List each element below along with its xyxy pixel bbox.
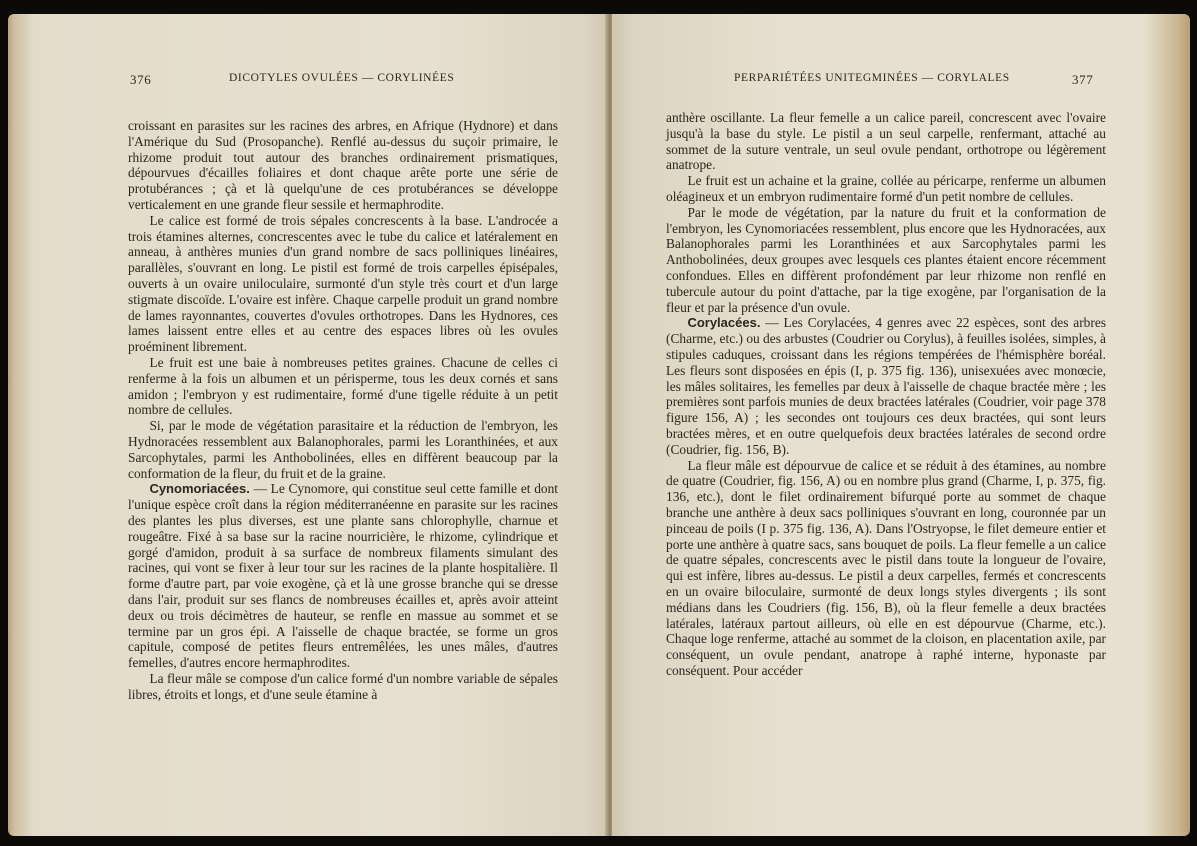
paragraph-text: — Les Corylacées, 4 genres avec 22 espèces, sont des arbres (Charme, etc.) ou des arbustes (Coudrier ou Corylus), à feuilles isolées, simples, à stipules caduques, croissant dans les régions tempérées de l'hémisphère boréal. Les fleurs sont disposées en épis (I, p. 375 fig. 136), unisexuées avec monœcie, les mâles solitaires, les femelles par deux à l'aisselle de chaque bractée mère ; les premières sont parfois munies de deux bractées latérales (Coudrier, voir page 378 figure 156, A) ; les secondes ont toujours ces deux bractées, qui sont leurs bractées mères, et en outre quelquefois deux bractées latérales de second ordre (Coudrier, fig. 156, B). (666, 315, 1106, 457)
paragraph (128, 671, 558, 703)
paragraph (666, 458, 1106, 679)
paragraph-text: Le calice est formé de trois sépales concrescents à la base. L'androcée a trois étamines alternes, concrescentes avec le tube du calice et latéralement en anneau, à anthères munies d'un grand nombre de sacs polliniques linéaires, parallèles, s'ouvrant en long. Le pistil est formé de trois carpelles épisépales, ouverts à un ovaire uniloculaire, surmonté d'un style très court et d'un large stigmate discoïde. L'ovaire est infère. Chaque carpelle produit un grand nombre de lames rayonnantes, couvertes d'ovules orthotropes. Dans les Hydnores, ces lames laissent entre elles et au centre des espaces libres où les ovules proéminent librement. (128, 212, 558, 355)
section-heading: Corylacées. (687, 315, 761, 331)
section-heading: Cynomoriacées. (149, 481, 250, 497)
paragraph-text: Si, par le mode de végétation parasitaire et la réduction de l'embryon, les Hydnoracées ressemblent aux Balanophorales, parmi les Loranthinées, et aux Sarcophytales, parmi les Anthobolinées, elles en diffèrent beaucoup par la conformation de la fleur, du fruit et de la graine. (128, 418, 558, 481)
paragraph (666, 315, 1106, 457)
paragraph (666, 173, 1106, 205)
paragraph (128, 418, 558, 481)
paragraph (128, 213, 558, 355)
paragraph-text: Le fruit est une baie à nombreuses petites graines. Chacune de celles ci renferme à la fois un albumen et un périsperme, tous les deux cornés et sans amidon ; l'embryon y est rudimentaire, formé d'une tigelle réduite à un petit nombre de cellules. (128, 354, 558, 418)
paragraph (666, 205, 1106, 316)
paragraph-text: Par le mode de végétation, par la nature du fruit et la conformation de l'embryon, les Cynomoriacées ressemblent, plus encore que les Hydnoracées, aux Balanophorales parmi les Loranthinées et aux Sarcophytales parmi les Anthobolinées, deux groupes avec lesquels ces plantes étaient encore récemment confondues. Elles en diffèrent profondément par leur rhizome non renflé en tubercule autour du point d'attache, par la tige exogène, par l'organisation de la fleur et par la présence d'un ovule. (666, 204, 1106, 315)
paragraph (666, 110, 1106, 173)
left-page (8, 14, 608, 836)
left-running-head: DICOTYLES OVULÉES — CORYLINÉES (229, 72, 455, 84)
paragraph-text: Le fruit est un achaine et la graine, collée au péricarpe, renferme un albumen oléagineux et un embryon rudimentaire formé d'un petit nombre de cellules. (666, 173, 1106, 204)
paragraph (128, 118, 558, 213)
paragraph-text: — Le Cynomore, qui constitue seul cette famille et dont l'unique espèce croît dans la région méditerranéenne en parasite sur les racines des plantes les plus diverses, est une plante sans chlorophylle, charnue et rougeâtre. Fixé à sa base sur la racine nourricière, le rhizome, cylindrique et gorgé d'amidon, produit à sa surface de nombreux filaments simulant des racines, qui vont se fixer à leur tour sur les racines de la plante hospitalière. Il forme d'autre part, par voie exogène, çà et là une grosse branche qui se dresse dans l'air, produit sur ses flancs de nombreuses écailles et, après avoir atteint deux ou trois décimètres de hauteur, se renfle en massue au sommet et se termine par un gros épi. A l'aisselle de chaque bractée, se forme un gros capitule, composé de petites fleurs entremêlées, les unes mâles, d'autres femelles, d'autres encore hermaphrodites. (128, 481, 558, 671)
right-page-body (666, 110, 1106, 679)
paragraph-text: La fleur mâle se compose d'un calice formé d'un nombre variable de sépales libres, étroits et longs, et d'une seule étamine à (128, 670, 558, 702)
paragraph (128, 355, 558, 418)
paragraph (128, 481, 558, 671)
right-page (612, 14, 1190, 836)
left-page-number: 376 (130, 72, 152, 87)
right-running-head: PERPARIÉTÉES UNITEGMINÉES — CORYLALES (734, 72, 1010, 84)
right-page-number: 377 (1072, 72, 1094, 87)
paragraph-text: La fleur mâle est dépourvue de calice et se réduit à des étamines, au nombre de quatre (Coudrier, fig. 156, A) ou en nombre plus grand (Charme, I, p. 375, fig. 136, etc.), dont le filet ordinairement bifurqué porte au sommet de chaque branche une anthère à deux sacs polliniques s'ouvrant en long, couronnée par un pinceau de poils (I p. 375 fig. 136, A). Dans l'Ostryopse, le filet demeure entier et porte une anthère à quatre sacs, sans bouquet de poils. La fleur femelle a un calice de quatre sépales, concrescents avec le pistil dans toute la longueur de l'ovaire, qui est infère, libres au-dessus. Le pistil a deux carpelles, fermés et concrescents en un ovaire biloculaire, surmonté de deux longs styles divergents ; ils sont médians dans les Coudriers (fig. 156, B), où la fleur femelle a deux bractées latérales, latéraux partout ailleurs, où elle en est dépourvue (Charme, etc.). Chaque loge renferme, attaché au sommet de la cloison, en placentation axile, par conséquent, un ovule pendant, anatrope à raphé interne, hyponaste par conséquent. Pour accéder (666, 457, 1106, 678)
left-page-body (128, 118, 558, 702)
paragraph-text: croissant en parasites sur les racines des arbres, en Afrique (Hydnore) et dans l'Amérique du Sud (Prosopanche). Renflé au-dessus du suçoir primaire, le rhizome produit tout autour des branches ordinairement prismatiques, dépourvues d'écailles foliaires et dont chaque arête porte une série de protubérances ; çà et là quelqu'une de ces protubérances se développe verticalement en une grande fleur sessile et hermaphrodite. (128, 118, 558, 212)
paragraph-text: anthère oscillante. La fleur femelle a un calice pareil, concrescent avec l'ovaire jusqu'à la base du style. Le pistil a un seul carpelle, renfermant, attaché au sommet de la suture ventrale, un seul ovule pendant, orthotrope ou légèrement anatrope. (666, 110, 1106, 173)
